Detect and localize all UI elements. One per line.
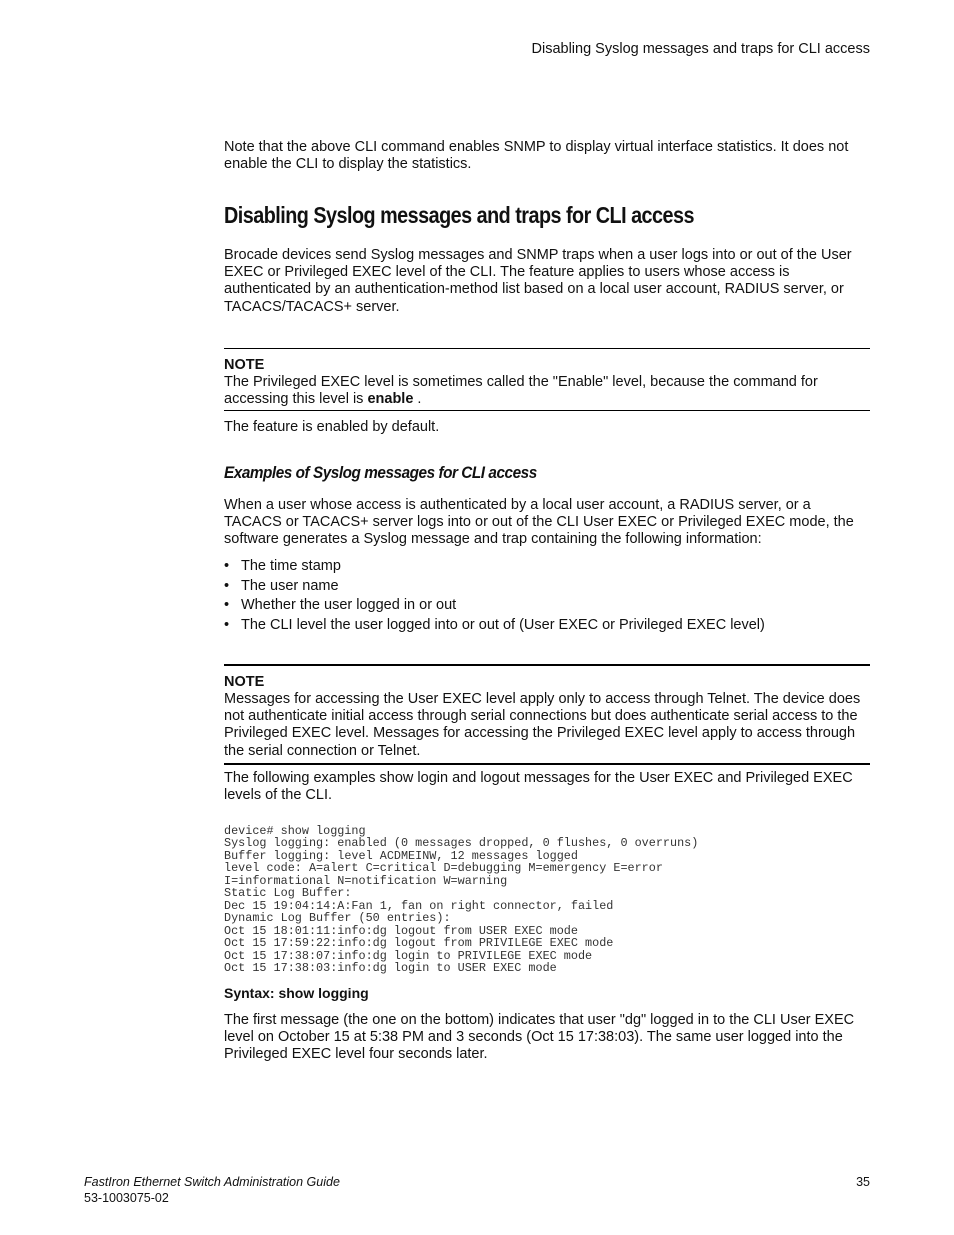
code-line: device# show logging xyxy=(224,824,366,838)
subsection-title: Examples of Syslog messages for CLI access xyxy=(224,463,537,482)
code-line: Oct 15 17:38:03:info:dg login to USER EXEC mode xyxy=(224,960,557,975)
note-text: Messages for accessing the User EXEC level apply only to access through Telnet. The device does not authenticate initial access through serial connections but does authenticate serial access to the Privileged EXEC level. Messages for accessing the Privileged EXEC level apply to access through the serial connection or Telnet. xyxy=(224,691,861,759)
note-command: enable xyxy=(367,391,414,408)
bullet-icon: • xyxy=(224,616,230,633)
bullet-icon: • xyxy=(224,558,230,574)
list-item-text: The time stamp xyxy=(241,558,341,574)
code-block xyxy=(224,825,698,974)
default-paragraph: The feature is enabled by default. xyxy=(224,419,440,435)
list-item xyxy=(224,616,765,636)
code-line: level code: A=alert C=critical D=debugging M=emergency E=error xyxy=(224,861,663,876)
closing-paragraph: The first message (the one on the bottom) indicates that user "dg" logged in to the CLI User EXEC level on October 15 at 5:38 PM and 3 seconds (Oct 15 17:38:03). The same user logged into the Privileged EXEC level four seconds later. xyxy=(224,1012,855,1063)
footer-doc-number: 53-1003075-02 xyxy=(84,1190,169,1205)
code-line: Oct 15 17:38:07:info:dg login to PRIVILEGE EXEC mode xyxy=(224,948,593,963)
note-label: NOTE xyxy=(224,674,265,690)
note-box-telnet xyxy=(224,664,870,765)
info-bullet-list xyxy=(224,557,765,635)
footer-title: FastIron Ethernet Switch Administration Guide xyxy=(84,1175,340,1189)
section-title: Disabling Syslog messages and traps for CLI access xyxy=(224,202,694,228)
list-item xyxy=(224,557,765,577)
code-line: Syslog logging: enabled (0 messages dropped, 0 flushes, 0 overruns) xyxy=(224,836,699,851)
syntax-line: Syntax: show logging xyxy=(224,985,369,1001)
note-label: NOTE xyxy=(224,357,265,373)
code-line: I=informational N=notification W=warning xyxy=(224,873,508,888)
subsection-paragraph: When a user whose access is authenticated by a local user account, a RADIUS server, or a TACACS or TACACS+ server logs into or out of the CLI User EXEC or Privileged EXEC mode, the software generates a Syslog message and trap containing the following information: xyxy=(224,497,854,548)
running-header: Disabling Syslog messages and traps for CLI access xyxy=(531,41,870,57)
list-item-text: The user name xyxy=(241,577,339,594)
code-line: Oct 15 18:01:11:info:dg logout from USER EXEC mode xyxy=(224,923,578,938)
code-line: Buffer logging: level ACDMEINW, 12 messages logged xyxy=(224,848,578,863)
section-paragraph: Brocade devices send Syslog messages and SNMP traps when a user logs into or out of the User EXEC or Privileged EXEC level of the CLI. The feature applies to users whose access is authenticated by an authentication-method list based on a local user account, RADIUS server, or TACACS/TACACS+ server. xyxy=(224,247,852,315)
list-item xyxy=(224,577,765,597)
list-item xyxy=(224,596,765,616)
page-number: 35 xyxy=(856,1175,870,1189)
list-item-text: The CLI level the user logged into or out of (User EXEC or Privileged EXEC level) xyxy=(241,616,765,633)
footer-doc-info xyxy=(84,1175,340,1206)
code-line: Static Log Buffer: xyxy=(224,886,352,901)
note-box-privileged-exec xyxy=(224,348,870,411)
code-line: Oct 15 17:59:22:info:dg logout from PRIVILEGE EXEC mode xyxy=(224,936,614,951)
note-text-after: . xyxy=(413,391,422,408)
examples-paragraph: The following examples show login and logout messages for the User EXEC and Privileged EXEC levels of the CLI. xyxy=(224,770,853,804)
note-text xyxy=(224,374,870,408)
intro-paragraph: Note that the above CLI command enables SNMP to display virtual interface statistics. It does not enable the CLI to display the statistics. xyxy=(224,139,849,173)
note-text-before: The Privileged EXEC level is sometimes called the "Enable" level, because the command for accessing this level is xyxy=(224,374,818,408)
bullet-icon: • xyxy=(224,597,230,614)
list-item-text: Whether the user logged in or out xyxy=(241,597,457,614)
bullet-icon: • xyxy=(224,577,230,594)
code-line: Dynamic Log Buffer (50 entries): xyxy=(224,911,451,926)
code-line: Dec 15 19:04:14:A:Fan 1, fan on right connector, failed xyxy=(224,898,614,913)
